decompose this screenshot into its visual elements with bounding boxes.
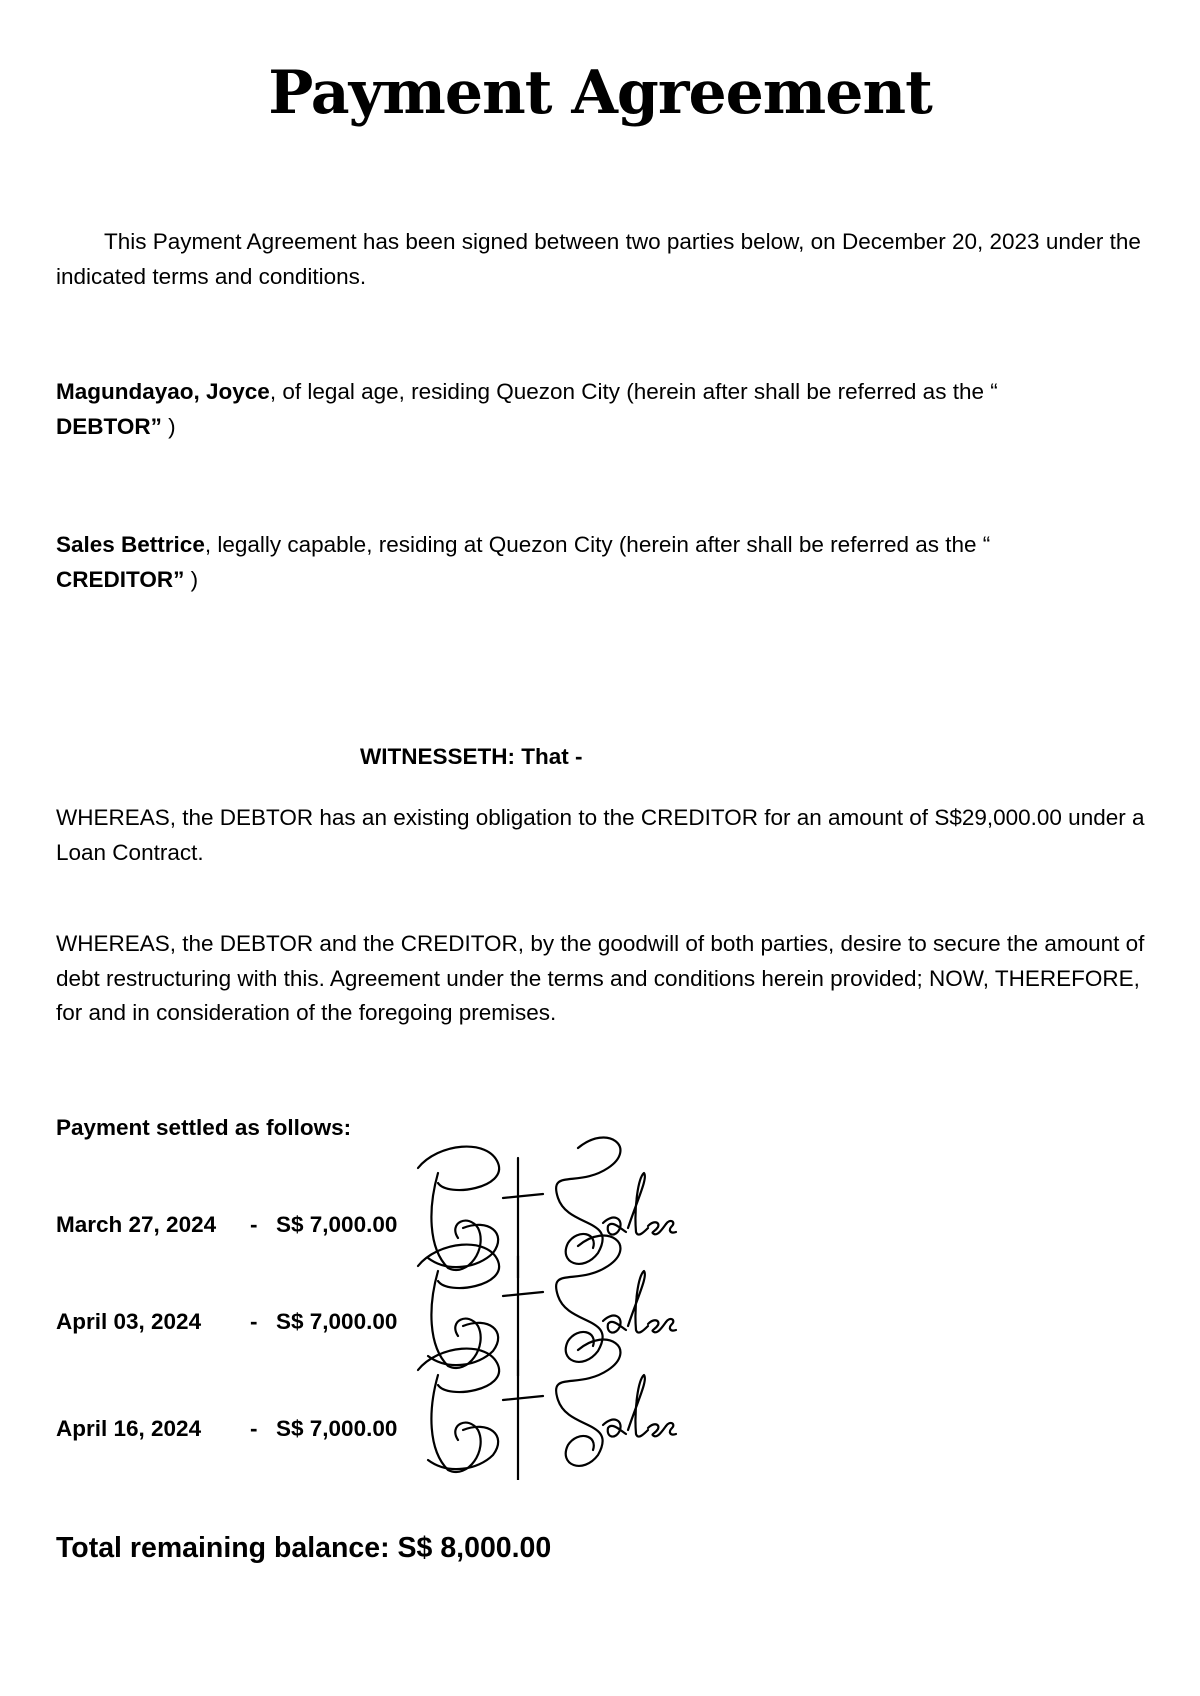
debtor-role: DEBTOR” xyxy=(56,413,169,439)
debtor-close: ) xyxy=(168,413,176,439)
creditor-name: Sales Bettrice xyxy=(56,532,205,557)
debtor-paragraph xyxy=(56,375,1156,444)
payment-dash: - xyxy=(250,1212,258,1237)
payment-dash: - xyxy=(250,1416,258,1441)
document-title: Payment Agreement xyxy=(268,58,932,128)
witnesseth-heading: WITNESSETH: That - xyxy=(360,744,583,769)
total-remaining-balance: Total remaining balance: S$ 8,000.00 xyxy=(56,1532,552,1564)
creditor-close: ) xyxy=(190,566,199,592)
payment-amount: S$ 7,000.00 xyxy=(276,1212,398,1237)
intro-paragraph: This Payment Agreement has been signed between two parties below, on December 20, 2023 under the indicated terms and conditions. xyxy=(56,229,1141,289)
payments-heading: Payment settled as follows: xyxy=(56,1115,352,1140)
whereas-paragraph-1: WHEREAS, the DEBTOR has an existing obligation to the CREDITOR for an amount of S$29,000.00 under a Loan Contract. xyxy=(56,805,1145,865)
payment-date: April 16, 2024 xyxy=(56,1416,202,1441)
creditor-paragraph xyxy=(56,528,1156,597)
payment-date: April 03, 2024 xyxy=(56,1309,202,1334)
creditor-role: CREDITOR” xyxy=(56,566,191,592)
payment-dash: - xyxy=(250,1309,258,1334)
debtor-name: Magundayao, Joyce xyxy=(56,379,270,404)
payment-amount: S$ 7,000.00 xyxy=(276,1309,398,1334)
signature-image xyxy=(408,1330,688,1480)
payment-amount: S$ 7,000.00 xyxy=(276,1416,398,1441)
debtor-text: , of legal age, residing Quezon City (herein after shall be referred as the “ xyxy=(269,379,998,404)
creditor-text: , legally capable, residing at Quezon City (herein after shall be referred as the “ xyxy=(204,532,991,557)
payment-date: March 27, 2024 xyxy=(56,1212,217,1237)
whereas-paragraph-2: WHEREAS, the DEBTOR and the CREDITOR, by the goodwill of both parties, desire to secure the amount of debt restructuring with this. Agreement under the terms and conditions herein provided; NOW, THEREFORE, for and in consideration of the foregoing premises. xyxy=(56,931,1145,1025)
